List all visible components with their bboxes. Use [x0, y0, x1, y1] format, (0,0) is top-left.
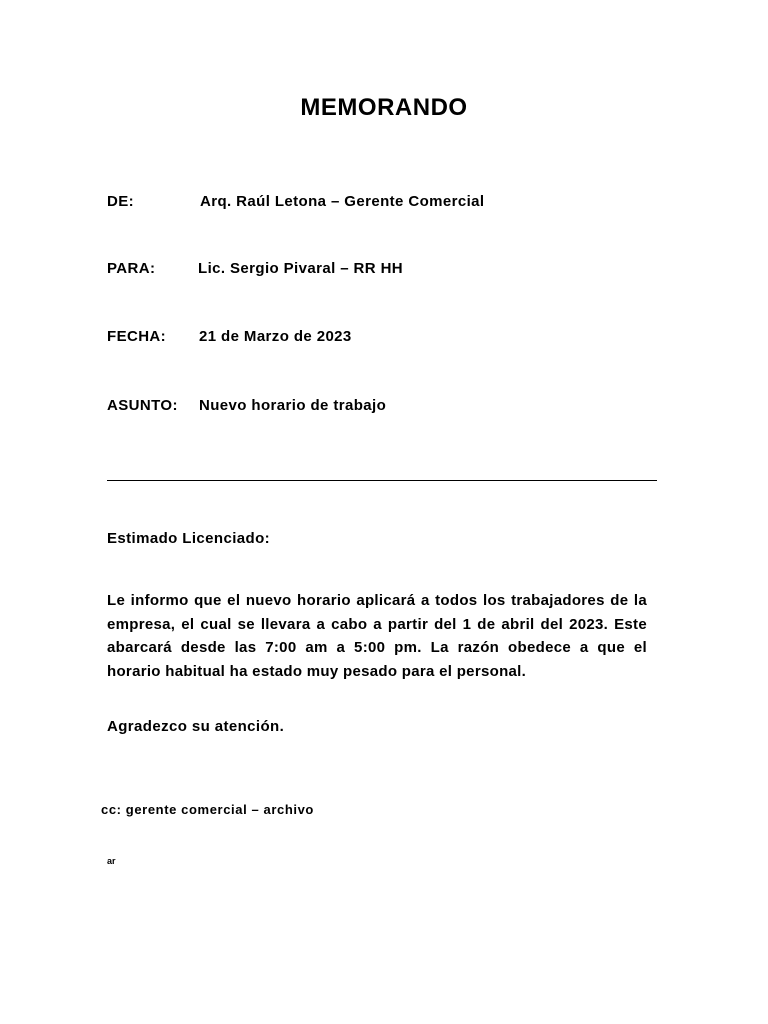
field-para-value: Lic. Sergio Pivaral – RR HH — [198, 260, 404, 277]
field-para-label: PARA: — [107, 260, 156, 277]
typist-initials: ar — [107, 856, 116, 866]
field-fecha-label: FECHA: — [107, 328, 167, 345]
cc-line: cc: gerente comercial – archivo — [101, 802, 314, 817]
field-fecha-value: 21 de Marzo de 2023 — [199, 328, 352, 345]
memo-title: MEMORANDO — [300, 94, 468, 121]
field-asunto-label: ASUNTO: — [107, 397, 178, 414]
closing: Agradezco su atención. — [107, 718, 285, 735]
field-de-label: DE: — [107, 193, 135, 210]
body-paragraph: Le informo que el nuevo horario aplicará a todos los trabajadores de la empresa, el cual se llevara a cabo a partir del 1 de abril del 2023. Este abarcará desde las 7:00 am a 5:00 pm. La razón obedece a que el horario habitual ha estado muy pesado para el personal. — [107, 592, 647, 680]
field-de-value: Arq. Raúl Letona – Gerente Comercial — [200, 193, 485, 210]
header-divider — [107, 480, 657, 481]
salutation: Estimado Licenciado: — [107, 530, 271, 547]
field-asunto-value: Nuevo horario de trabajo — [199, 397, 387, 414]
